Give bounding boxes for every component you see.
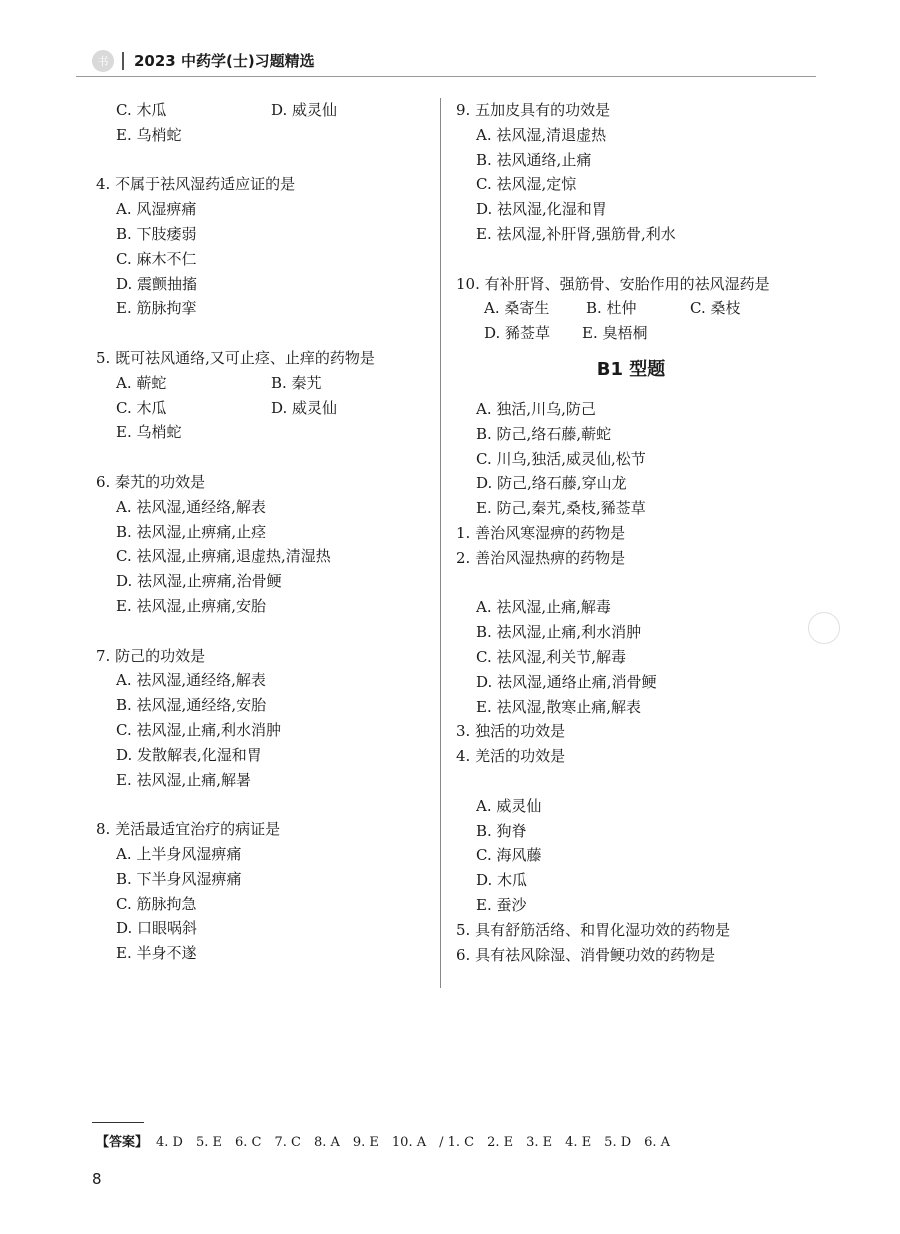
option: D. 威灵仙 xyxy=(271,398,338,417)
option: B. 狗脊 xyxy=(476,821,527,840)
option: C. 木瓜 xyxy=(116,398,167,417)
option: E. 蚕沙 xyxy=(476,895,527,914)
option: A. 上半身风湿痹痛 xyxy=(116,844,242,863)
question-stem: 5. 既可祛风通络,又可止痉、止痒的药物是 xyxy=(96,348,375,367)
header-rule xyxy=(76,76,816,77)
option: D. 祛风湿,化湿和胃 xyxy=(476,200,607,219)
left-column xyxy=(96,98,431,966)
option: E. 筋脉拘挛 xyxy=(116,299,197,318)
book-logo-icon: 书 xyxy=(92,50,114,72)
option: B. 下肢痿弱 xyxy=(116,224,197,243)
option: A. 威灵仙 xyxy=(476,796,542,815)
answer-key xyxy=(96,1131,670,1150)
option: D. 木瓜 xyxy=(476,871,528,890)
option: C. 桑枝 xyxy=(690,299,741,318)
option-row xyxy=(96,396,431,421)
book-title: 2023 中药学(士)习题精选 xyxy=(134,52,315,70)
option: C. 麻木不仁 xyxy=(116,249,197,268)
page-header xyxy=(92,48,812,74)
option: E. 半身不遂 xyxy=(116,944,197,963)
option-row xyxy=(96,371,431,396)
option: D. 威灵仙 xyxy=(271,101,338,119)
question-stem: 10. 有补肝肾、强筋骨、安胎作用的祛风湿药是 xyxy=(456,274,770,293)
option: D. 祛风湿,止痹痛,治骨鲠 xyxy=(116,572,282,591)
option: E. 祛风湿,止痛,解暑 xyxy=(116,770,252,789)
option: C. 祛风湿,止痹痛,退虚热,清湿热 xyxy=(116,547,331,566)
option: A. 蕲蛇 xyxy=(116,373,167,392)
option: A. 祛风湿,止痛,解毒 xyxy=(476,598,611,617)
section-title: B1 型题 xyxy=(596,358,666,380)
question-stem: 4. 羌活的功效是 xyxy=(456,747,566,766)
question-stem: 5. 具有舒筋活络、和胃化湿功效的药物是 xyxy=(456,920,731,939)
answer-label: 【答案】 xyxy=(96,1135,149,1150)
option: C. 川乌,独活,威灵仙,松节 xyxy=(476,449,646,468)
option: A. 风湿痹痛 xyxy=(116,200,197,219)
option: B. 杜仲 xyxy=(586,299,637,318)
question-stem: 1. 善治风寒湿痹的药物是 xyxy=(456,523,626,542)
option: B. 下半身风湿痹痛 xyxy=(116,869,242,888)
option: D. 口眼㖞斜 xyxy=(116,919,198,938)
option: C. 海风藤 xyxy=(476,846,542,865)
answer-rule xyxy=(92,1122,144,1123)
question-stem: 6. 具有祛风除湿、消骨鲠功效的药物是 xyxy=(456,945,716,964)
option-row xyxy=(96,98,431,123)
column-divider xyxy=(440,98,441,988)
option: C. 祛风湿,利关节,解毒 xyxy=(476,647,627,666)
option: B. 祛风通络,止痛 xyxy=(476,150,592,169)
option: B. 祛风湿,止痛,利水消肿 xyxy=(476,623,642,642)
option: E. 祛风湿,散寒止痛,解表 xyxy=(476,697,642,716)
option: D. 发散解表,化湿和胃 xyxy=(116,745,262,764)
option: A. 祛风湿,通经络,解表 xyxy=(116,671,266,690)
question-stem: 4. 不属于祛风湿药适应证的是 xyxy=(96,175,296,194)
option: B. 秦艽 xyxy=(271,373,322,392)
option: B. 防己,络石藤,蕲蛇 xyxy=(476,424,612,443)
question-stem: 6. 秦艽的功效是 xyxy=(96,472,206,491)
option: A. 桑寄生 xyxy=(484,299,550,318)
option: E. 乌梢蛇 xyxy=(116,423,182,442)
option: C. 祛风湿,定惊 xyxy=(476,175,577,194)
question-stem: 3. 独活的功效是 xyxy=(456,722,566,741)
option: D. 豨莶草 xyxy=(484,324,551,343)
option: D. 防己,络石藤,穿山龙 xyxy=(476,474,627,493)
answer-values: 4. D 5. E 6. C 7. C 8. A 9. E 10. A / 1. C 2. E 3. E 4. E 5. D 6. A xyxy=(156,1135,671,1150)
option: C. 祛风湿,止痛,利水消肿 xyxy=(116,720,282,739)
option: C. 木瓜 xyxy=(116,101,167,119)
option: D. 祛风湿,通络止痛,消骨鲠 xyxy=(476,672,657,691)
option: A. 独活,川乌,防己 xyxy=(476,399,596,418)
watermark-stamp-icon xyxy=(808,612,840,644)
option: E. 臭梧桐 xyxy=(582,324,648,343)
option: E. 乌梢蛇 xyxy=(116,125,182,144)
option: A. 祛风湿,清退虚热 xyxy=(476,125,607,144)
question-stem: 9. 五加皮具有的功效是 xyxy=(456,101,611,119)
option: B. 祛风湿,止痹痛,止痉 xyxy=(116,522,267,541)
header-separator xyxy=(122,52,124,70)
option: C. 筋脉拘急 xyxy=(116,894,197,913)
option-row xyxy=(456,296,806,321)
right-column xyxy=(456,98,806,967)
option: E. 祛风湿,补肝肾,强筋骨,利水 xyxy=(476,224,676,243)
option: B. 祛风湿,通经络,安胎 xyxy=(116,696,267,715)
page-number: 8 xyxy=(92,1170,102,1188)
question-stem: 7. 防己的功效是 xyxy=(96,646,206,665)
option: D. 震颤抽搐 xyxy=(116,274,198,293)
option: E. 防己,秦艽,桑枝,豨莶草 xyxy=(476,499,646,518)
option-row xyxy=(456,321,806,346)
option: A. 祛风湿,通经络,解表 xyxy=(116,497,266,516)
question-stem: 2. 善治风湿热痹的药物是 xyxy=(456,548,626,567)
option: E. 祛风湿,止痹痛,安胎 xyxy=(116,596,267,615)
question-stem: 8. 羌活最适宜治疗的病证是 xyxy=(96,820,281,839)
